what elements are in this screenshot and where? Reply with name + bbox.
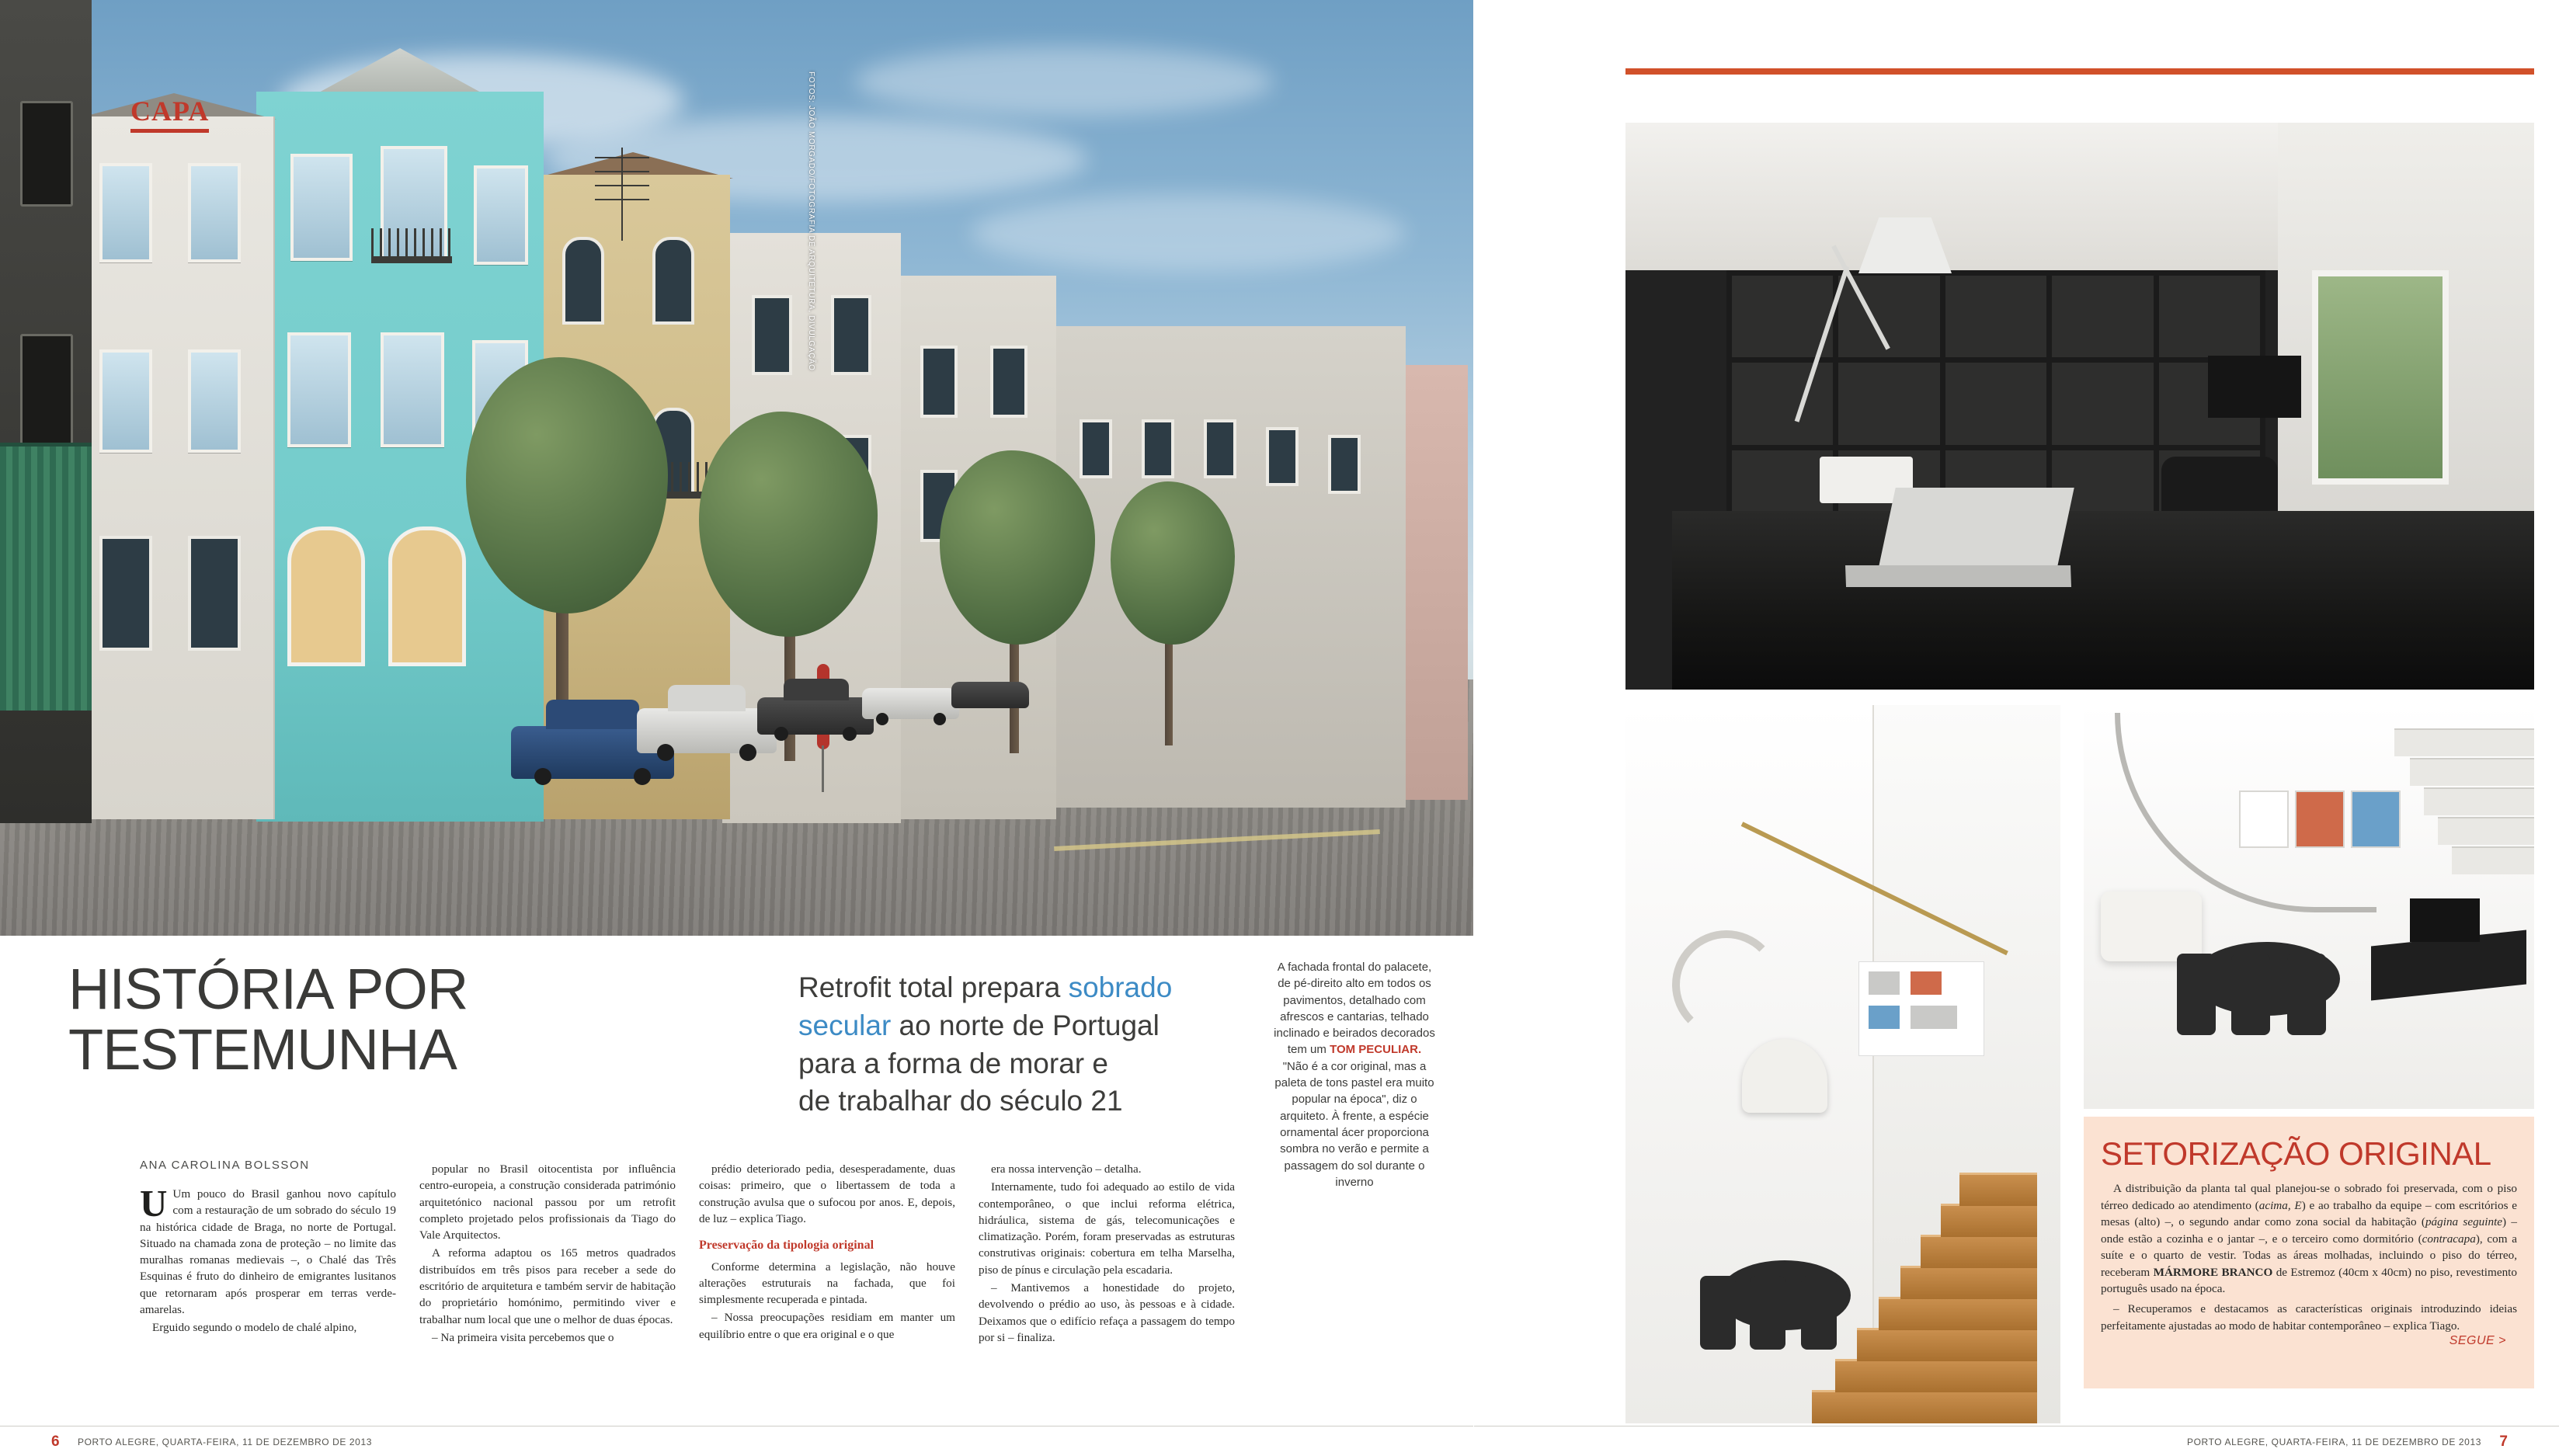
- footer-left: [0, 1426, 1473, 1456]
- text-bold: MÁRMORE BRANCO: [2153, 1265, 2273, 1279]
- car-wheel: [657, 744, 674, 761]
- deck-line-3: para a forma de morar e: [798, 1047, 1108, 1079]
- caption-part-2: "Não é a cor original, mas a paleta de tons pastel era muito popular na época", diz o arquiteto. À frente, a espécie ornamental ácer proporciona sombra no verão e permite a passagem do sol durante o inverno: [1274, 1059, 1434, 1189]
- paragraph: [2101, 1180, 2517, 1298]
- car-wheel: [739, 744, 756, 761]
- window: [1328, 435, 1361, 494]
- paragraph: popular no Brasil oitocentista por influência centro-europeia, a construção considerada património arquitetónico nacional passou por um retrofit completo projetado pelos profissionais da Tiago do Vale Arquitectos.: [419, 1162, 676, 1242]
- chair: [1700, 1276, 1736, 1350]
- paragraph: – Nossa preocupações residiam em manter um equilíbrio entre o que era original e o que: [699, 1311, 955, 1341]
- text-e: de Estremoz (40cm x 40cm) no piso, revestimento português usado na época.: [2101, 1265, 2517, 1296]
- stair-step: [1941, 1204, 2037, 1237]
- desk: [1672, 511, 2534, 690]
- footer-date-right: PORTO ALEGRE, QUARTA-FEIRA, 11 DE DEZEMBRO DE 2013: [2187, 1437, 2481, 1447]
- page-number-right: 7: [2499, 1433, 2508, 1450]
- paragraph: Conforme determina a legislação, não houve alterações estruturais na fachada, que foi simplesmente recuperada e pintada.: [699, 1260, 955, 1307]
- stair-step: [1879, 1297, 2037, 1330]
- paragraph: – Na primeira visita percebemos que o: [432, 1330, 614, 1344]
- framed-artwork: [2239, 791, 2289, 848]
- cloud: [854, 47, 1274, 116]
- text-italic-3: contracapa: [2422, 1232, 2476, 1246]
- body-column-1: [140, 1182, 396, 1338]
- paragraph: – Mantivemos a honestidade do projeto, devolvendo o prédio ao uso, às pessoas e à cidade. Deixamos que o edifício refaça a passagem do tempo por si – finaliza.: [979, 1281, 1235, 1344]
- photo-stairs-hall: [1625, 705, 2060, 1423]
- photo-office-interior: [1625, 123, 2534, 690]
- stair-step: [1812, 1390, 2037, 1423]
- window: [287, 332, 351, 447]
- window-arched: [562, 237, 604, 325]
- headline-line-2: TESTEMUNHA: [68, 1016, 457, 1082]
- deck-line-4: de trabalhar do século 21: [798, 1085, 1123, 1117]
- window: [188, 163, 241, 262]
- pinned-note: [1911, 1006, 1957, 1029]
- article-deck: [798, 969, 1249, 1121]
- car-wheel: [876, 713, 888, 725]
- window-ground-floor: [287, 526, 365, 666]
- shelf-cell: [2159, 276, 2260, 357]
- car-wheel: [774, 727, 788, 741]
- text-d: ), com a suíte e o quarto de vestir. Todas as áreas molhadas, incluindo o piso do térreo, receberam: [2101, 1232, 2517, 1279]
- page-number-left: 6: [51, 1433, 60, 1450]
- chair: [2231, 954, 2270, 1035]
- laptop: [1876, 488, 2074, 581]
- car-roof: [668, 685, 746, 711]
- paragraph: A reforma adaptou os 165 metros quadrados distribuídos em três pisos para receber a sede do escritório de arquitetura e também servir de habitação do proprietário homónimo, permitindo viver e trabalhar num local que une o melhor de duas épocas.: [419, 1246, 676, 1326]
- text-italic-1: acima, E: [2258, 1198, 2302, 1212]
- car-parked: [637, 708, 777, 753]
- shelf-cell: [1732, 276, 1833, 357]
- window: [752, 295, 792, 375]
- deck-accent-1: sobrado: [1068, 971, 1173, 1003]
- deck-part-2: ao norte de Portugal: [891, 1009, 1160, 1041]
- window: [2312, 270, 2449, 485]
- paragraph: – Recuperamos e destacamos as características originais introduzindo ideias perfeitamente ajustadas ao modo de habitar contemporâneo – explica Tiago.: [2101, 1302, 2517, 1333]
- drop-cap: U: [140, 1182, 168, 1225]
- window: [188, 536, 241, 651]
- chair: [2177, 954, 2216, 1035]
- car-wheel: [534, 768, 551, 785]
- page-title: [68, 957, 573, 1082]
- text-b: ) e ao trabalho da equipe – com escritórios e mesas (alto) –, o segundo andar como zona social da habitação (: [2101, 1198, 2517, 1229]
- pinned-note: [1869, 971, 1900, 995]
- car-wheel: [843, 727, 857, 741]
- photo-credit: FOTOS: JOÃO MORGADO/FOTOGRAFIA DE ARQUITETURA, DIVULGAÇÃO: [807, 71, 815, 371]
- caption-bold: TOM PECULIAR.: [1330, 1043, 1422, 1057]
- window: [1142, 419, 1174, 478]
- paragraph: [140, 1182, 396, 1318]
- segue-label: SEGUE >: [2449, 1334, 2506, 1347]
- byline: ANA CAROLINA BOLSSON: [140, 1159, 310, 1172]
- body-column-2: [419, 1161, 676, 1347]
- window: [1080, 419, 1112, 478]
- footer-right: [1474, 1426, 2559, 1456]
- paragraph: prédio deteriorado pedia, desesperadamente, duas coisas: primeiro, que o libertassem de toda a construção avulsa que o sufocou por anos. E, depois, de luz – explica Tiago.: [699, 1162, 955, 1225]
- shelf-cell: [1838, 363, 1939, 444]
- paragraph: Erguido segundo o modelo de chalé alpino,: [152, 1321, 357, 1335]
- paragraph: Internamente, tudo foi adequado ao estilo de vida contemporâneo, o que inclui reforma elétrica, hidráulica, sistema de gás, telecomunicações e climatização. Porém, foram preservadas as estruturas construtivas originais: cobertura em telha Marselha, piso de pínus e circulação pela escadaria.: [979, 1180, 1235, 1277]
- shelf-cell: [2052, 276, 2153, 357]
- text-c: ) – onde estão a cozinha e o jantar –, e o terceiro como dormitório (: [2101, 1215, 2517, 1246]
- window: [1204, 419, 1236, 478]
- car-wheel: [934, 713, 946, 725]
- framed-artwork: [2295, 791, 2345, 848]
- stair-step: [1835, 1359, 2037, 1392]
- monitor: [2208, 356, 2301, 418]
- window: [20, 334, 73, 447]
- stair-step: [2452, 846, 2534, 874]
- window: [99, 349, 152, 453]
- paragraph-text: Um pouco do Brasil ganhou novo capítulo com a restauração de um sobrado do século 19 na histórica cidade de Braga, no norte de Portugal. Situado na chamada zona de proteção – no limite das muralhas romanas medievais –, o Chalé das Três Esquinas é fruto do dinheiro de emigrantes lusitanos que retornaram após prosperar em terras verde-amarelas.: [140, 1187, 396, 1316]
- subhead: Preservação da tipologia original: [699, 1239, 874, 1253]
- car-parked: [951, 682, 1029, 708]
- building-dark-foreground: [0, 0, 92, 823]
- pinned-note: [1911, 971, 1942, 995]
- window: [920, 346, 958, 418]
- pinned-note: [1869, 1006, 1900, 1029]
- tree-trunk: [1165, 629, 1173, 745]
- chair: [1801, 1276, 1837, 1350]
- stair-step: [1959, 1173, 2037, 1206]
- stair-step: [2424, 787, 2534, 815]
- window: [290, 154, 353, 261]
- shelf-cell: [1732, 363, 1833, 444]
- window: [831, 295, 871, 375]
- photo-living-dining: [2084, 705, 2534, 1109]
- stair-step: [2394, 728, 2534, 756]
- caption-part-1: A fachada frontal do palacete, de pé-direito alto em todos os pavimentos, detalhado com afrescos e cantarias, telhado inclinado e beirados decorados tem um: [1274, 961, 1435, 1057]
- orange-rule: [1625, 68, 2534, 75]
- window: [188, 349, 241, 453]
- stair-step: [2438, 817, 2534, 845]
- monitor: [2410, 898, 2480, 942]
- headline-line-1: HISTÓRIA POR: [68, 957, 468, 1021]
- section-tag: CAPA: [130, 96, 210, 127]
- car-roof: [784, 679, 849, 700]
- text-a: A distribuição da planta tal qual planejou-se o sobrado foi preservada, com o piso térreo dedicado ao atendimento (: [2101, 1182, 2517, 1212]
- car-parked: [862, 688, 959, 719]
- shelf-cell: [1945, 363, 2046, 444]
- cloud: [971, 194, 1406, 272]
- stair-step: [2410, 758, 2534, 786]
- window: [99, 536, 152, 651]
- shelf-cell: [1945, 276, 2046, 357]
- window: [990, 346, 1027, 418]
- car-wheel: [634, 768, 651, 785]
- arc-floor-lamp: [1672, 930, 1781, 1039]
- green-gate: [0, 443, 92, 711]
- body-column-3: [699, 1161, 955, 1344]
- window-arched: [652, 237, 694, 325]
- stair-step: [1921, 1235, 2037, 1268]
- car-roof: [546, 700, 639, 729]
- hero-photo-street-facade: [0, 0, 1473, 936]
- footer-date-left: PORTO ALEGRE, QUARTA-FEIRA, 11 DE DEZEMBRO DE 2013: [78, 1437, 372, 1447]
- window-ground-floor: [388, 526, 466, 666]
- deck-accent-2: secular: [798, 1009, 892, 1041]
- window: [381, 332, 444, 447]
- body-column-4: [979, 1161, 1235, 1347]
- window: [99, 163, 152, 262]
- window: [1266, 427, 1299, 486]
- arc-lamp-shade: [2101, 891, 2202, 961]
- window: [20, 101, 73, 207]
- sidebar-title: SETORIZAÇÃO ORIGINAL: [2101, 1135, 2491, 1172]
- chair: [2287, 954, 2326, 1035]
- shelf-cell: [2052, 363, 2153, 444]
- pinboard: [1858, 961, 1984, 1056]
- deck-part-1: Retrofit total prepara: [798, 971, 1069, 1003]
- text-italic-2: página seguinte: [2425, 1215, 2503, 1229]
- chair: [1750, 1276, 1785, 1350]
- framed-artwork: [2351, 791, 2401, 848]
- stair-step: [1900, 1266, 2037, 1299]
- paragraph: era nossa intervenção – detalha.: [991, 1162, 1142, 1176]
- stair-step: [1857, 1328, 2037, 1361]
- building-white-left: [71, 116, 275, 819]
- rooftop-antenna: [621, 148, 623, 241]
- sidebar-text: [2084, 1179, 2534, 1334]
- window: [474, 165, 528, 265]
- sidebar-box: [2084, 1117, 2534, 1388]
- photo-caption: [1274, 959, 1435, 1190]
- car-parked: [757, 697, 874, 735]
- balcony-railing: [371, 228, 452, 258]
